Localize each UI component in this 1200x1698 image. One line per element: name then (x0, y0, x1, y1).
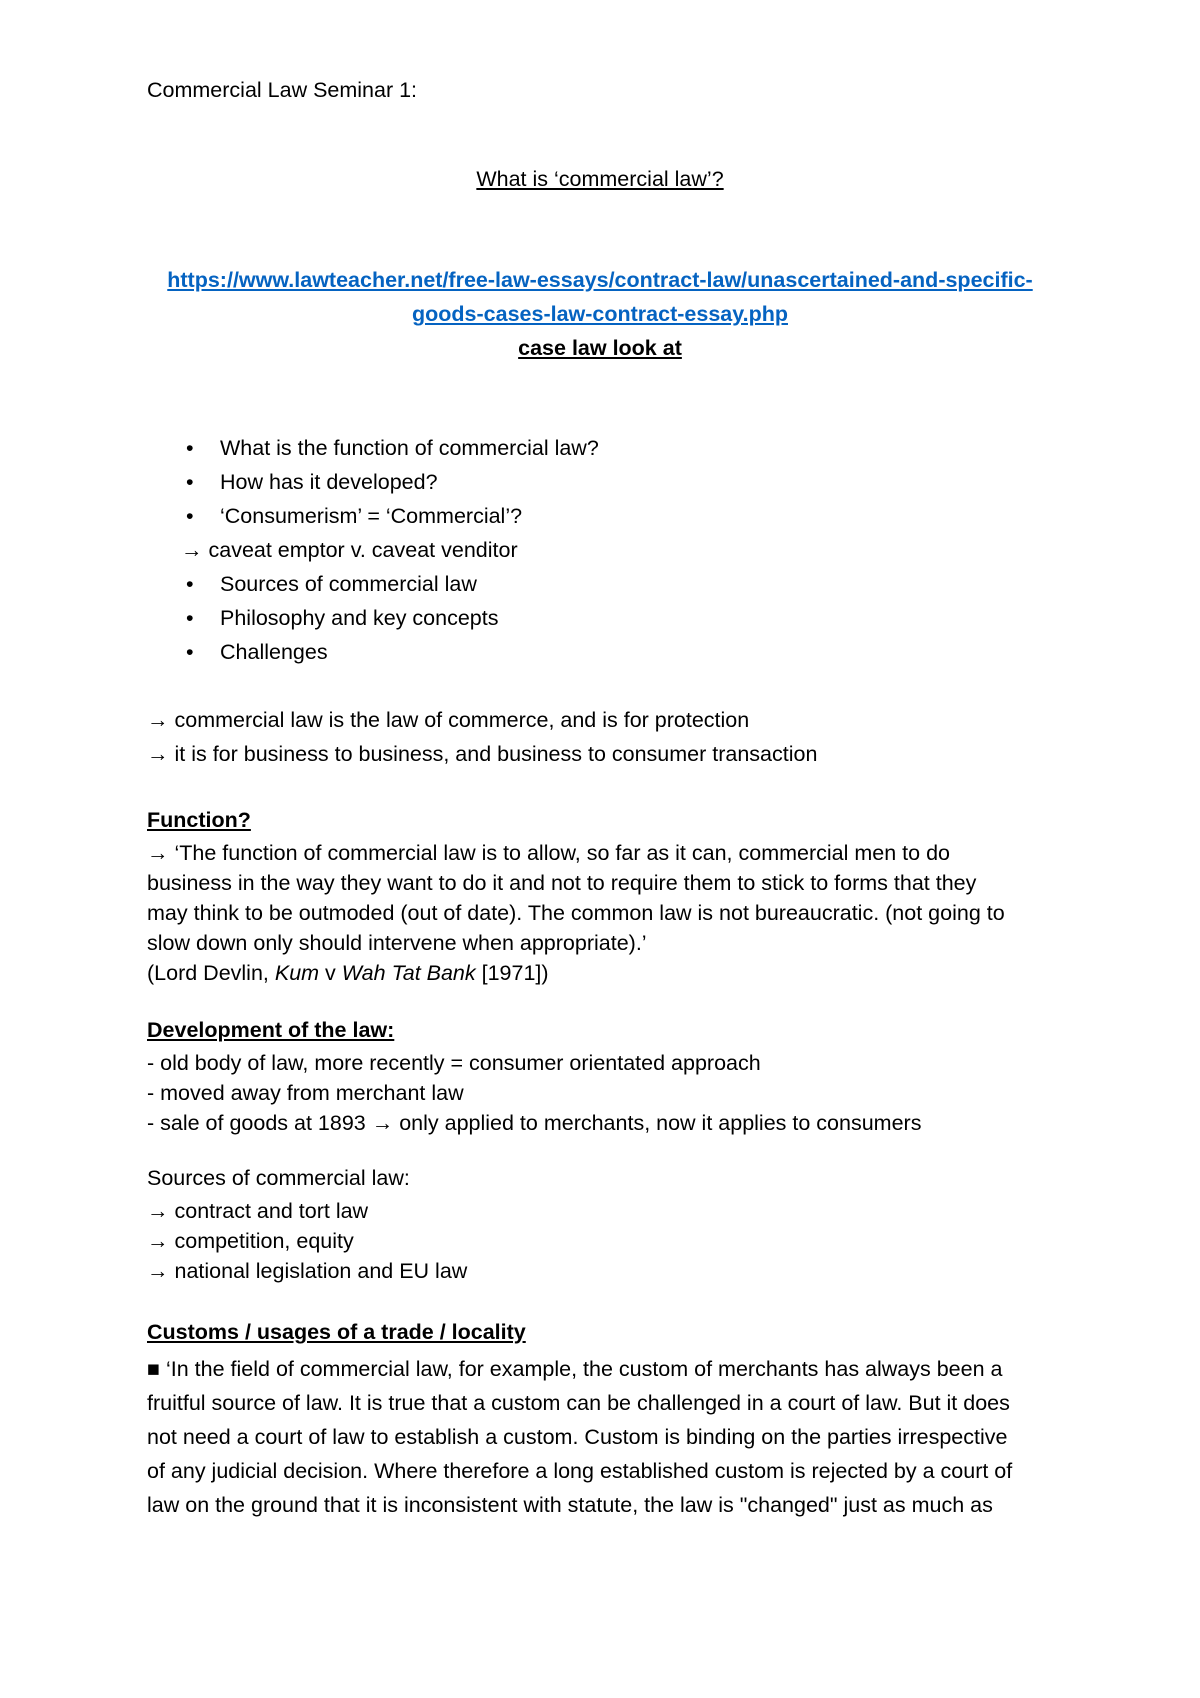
bullet-icon: • (186, 606, 194, 630)
reference-link[interactable]: https://www.lawteacher.net/free-law-essays/contract-law/unascertained-and-specific- (167, 268, 1033, 292)
development-heading: Development of the law: (147, 1018, 395, 1042)
arrow-icon: → (147, 1229, 169, 1253)
document-title: What is ‘commercial law’? (476, 167, 724, 191)
reference-link-line-1[interactable] (0, 268, 1200, 293)
sources-item: → competition, equity (147, 1229, 354, 1253)
quote-line: business in the way they want to do it and not to require them to stick to forms that they (147, 871, 977, 895)
arrow-line-text: caveat emptor v. caveat venditor (208, 538, 518, 562)
summary-text: commercial law is the law of commerce, and is for protection (174, 708, 750, 732)
sources-list (147, 1196, 1077, 1286)
link-note: case law look at (518, 336, 682, 360)
quote-line: not need a court of law to establish a custom. Custom is binding on the parties irrespective (147, 1425, 1008, 1449)
arrow-icon: → (147, 841, 169, 865)
function-heading: Function? (147, 808, 251, 832)
arrow-icon: → (147, 742, 169, 766)
bullet-icon: • (186, 436, 194, 460)
sources-heading: Sources of commercial law: (147, 1166, 410, 1190)
bullet-icon: • (186, 640, 194, 664)
quote-line: law on the ground that it is inconsistent with statute, the law is "changed" just as much as (147, 1493, 993, 1517)
list-item-text: What is the function of commercial law? (220, 436, 599, 460)
case-name: Kum (274, 961, 320, 985)
development-item: - sale of goods at 1893 → only applied to merchants, now it applies to consumers (147, 1111, 922, 1135)
bullet-icon: • (186, 504, 194, 528)
customs-quote (147, 1352, 1077, 1522)
bullet-icon: • (186, 470, 194, 494)
customs-heading: Customs / usages of a trade / locality (147, 1320, 526, 1344)
quote-line: of any judicial decision. Where therefore a long established custom is rejected by a court of (147, 1459, 1013, 1483)
summary-line (147, 742, 817, 767)
quote-line: fruitful source of law. It is true that a custom can be challenged in a court of law. But it does (147, 1391, 1010, 1415)
quote-line: → ‘The function of commercial law is to allow, so far as it can, commercial men to do (147, 841, 950, 865)
quote-line: slow down only should intervene when appropriate).’ (147, 931, 647, 955)
arrow-icon: → (371, 1111, 394, 1135)
arrow-icon: → (147, 708, 169, 732)
arrow-icon: → (147, 1199, 169, 1223)
quote-line: ■ ‘In the field of commercial law, for example, the custom of merchants has always been a (147, 1357, 1003, 1381)
summary-line (147, 708, 749, 733)
list-item-text: Philosophy and key concepts (220, 606, 499, 630)
arrow-icon: → (147, 1259, 169, 1283)
list-item-text: Sources of commercial law (220, 572, 477, 596)
list-item-text: ‘Consumerism’ = ‘Commercial’? (220, 504, 523, 528)
sources-item: → contract and tort law (147, 1199, 369, 1223)
quote-line: may think to be outmoded (out of date). The common law is not bureaucratic. (not going to (147, 901, 1005, 925)
citation: (Lord Devlin, Kum v Wah Tat Bank [1971]) (147, 961, 549, 985)
list-item-text: Challenges (220, 640, 328, 664)
list-item-text: How has it developed? (220, 470, 438, 494)
arrow-icon: → (181, 538, 203, 562)
document-header: Commercial Law Seminar 1: (147, 78, 418, 102)
sources-item: → national legislation and EU law (147, 1259, 468, 1283)
square-bullet-icon: ■ (147, 1357, 160, 1381)
summary-text: it is for business to business, and business to consumer transaction (174, 742, 818, 766)
reference-link-continued[interactable]: goods-cases-law-contract-essay.php (412, 302, 788, 326)
development-item: - moved away from merchant law (147, 1081, 464, 1105)
case-name: Wah Tat Bank (341, 961, 476, 985)
list-arrow-line (181, 538, 518, 563)
development-item: - old body of law, more recently = consumer orientated approach (147, 1051, 761, 1075)
development-list (147, 1048, 1077, 1138)
bullet-icon: • (186, 572, 194, 596)
reference-link-line-2[interactable] (0, 302, 1200, 327)
function-quote (147, 838, 1077, 988)
